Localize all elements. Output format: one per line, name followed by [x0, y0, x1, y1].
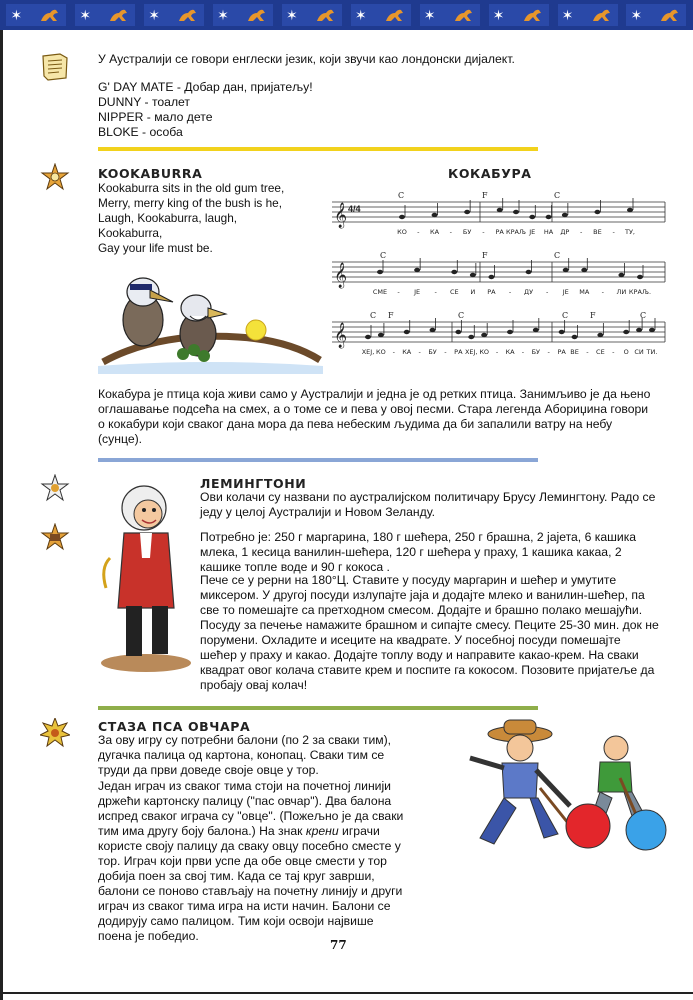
cake-badge-icon — [40, 523, 70, 553]
chord-label: C — [398, 191, 405, 200]
kangaroo-icon — [314, 7, 338, 23]
lyric-syllable: БУ — [531, 348, 541, 356]
phrase-2: DUNNY - тоалет — [98, 95, 191, 109]
boy-cowboy — [470, 720, 580, 844]
section-rule-blue — [98, 458, 538, 462]
lyric-syllable: ДУ — [524, 288, 534, 296]
kookaburra-heading-sr: КОКАБУРА — [448, 166, 532, 181]
kangaroo-icon — [245, 7, 269, 23]
note-head — [404, 330, 410, 334]
kangaroo-icon — [590, 7, 614, 23]
star-icon: ✶ — [148, 7, 160, 23]
star-icon: ✶ — [217, 7, 229, 23]
lyric-syllable: - — [397, 288, 400, 296]
lamingtons-ingredients: Потребно је: 250 г маргарина, 180 г шећера, 250 г брашна, 2 јајета, 6 кашика млека, 1 кесица ванилин-шећера, 120 г шећера у праху, 1 кашика какаа, 2 кашике топле воде и 90 г кокоса . — [200, 530, 637, 574]
game-p2-text: Један играч из сваког тима стоји на почетној линији држећи картонску палицу ("пас овчар"). Два балона испред сваког играча су "овце". (Пожељно је да сваки тим има другу боју балона.) На знак — [98, 779, 404, 838]
lyric-syllable: КРАЉ — [505, 228, 527, 236]
lamingtons-heading: ЛЕМИНГТОНИ — [200, 476, 307, 491]
star-icon: ✶ — [561, 7, 574, 23]
chord-label: F — [388, 311, 394, 320]
border-tile — [420, 4, 480, 26]
lyric-syllable: РА — [454, 348, 463, 356]
red-balloon — [566, 804, 610, 848]
treble-clef: 𝄞 — [334, 202, 348, 227]
lyric-syllable: - — [482, 228, 485, 236]
lyric-syllable: - — [495, 348, 499, 356]
note-head — [455, 330, 461, 334]
note-head — [468, 335, 474, 339]
game-p2b-text: играчи користе своју палицу да сваку овцу посебно сместе у тор. Играч који први успе да обе овце смести у тор добија поен за свој тим. Када се тај круг заврши, балони се поново стављају на почетну линију и други играч из сваког тима игра на исти начин. Балони се додирују само палицом. Тим који освоји највише поена је победио. — [98, 824, 403, 943]
lyric-syllable: КО — [397, 228, 407, 236]
note-head — [507, 330, 513, 334]
chord-label: C — [380, 251, 387, 260]
section-rule-green — [98, 706, 538, 710]
lyric-syllable: - — [612, 348, 615, 356]
intro-line: У Аустралији се говори енглески језик, који звучи као лондонски дијалект. — [98, 52, 515, 66]
lyric-syllable: ХЕЈ, — [361, 348, 375, 356]
sheet-music — [330, 188, 670, 368]
lyric-syllable: - — [449, 228, 453, 236]
border-tile — [282, 4, 342, 26]
phrase-1: G' DAY MATE - Добар дан, пријатељу! — [98, 80, 313, 94]
chord-label: C — [562, 311, 569, 320]
page-number: 77 — [330, 938, 347, 952]
bird-left — [123, 278, 173, 346]
border-tile — [626, 4, 686, 26]
lyric-syllable: КО — [376, 348, 386, 356]
note-head — [562, 213, 568, 217]
chord-label: C — [370, 311, 377, 320]
flower-badge-icon — [40, 474, 70, 504]
note-head — [559, 330, 565, 334]
lyric-syllable: КА — [505, 348, 515, 356]
lyric-syllable: ХЕЈ, — [464, 348, 478, 356]
lyric-syllable: НА — [543, 228, 554, 236]
chord-label: C — [554, 251, 561, 260]
lyric-line: Kookaburra, — [98, 226, 163, 240]
star-icon: ✶ — [492, 7, 505, 23]
sun — [246, 320, 266, 340]
note-head — [414, 268, 420, 272]
svg-text:𝄞: 𝄞 — [334, 322, 348, 347]
chord-label: F — [590, 311, 596, 320]
note-head — [594, 210, 600, 214]
lyric-syllable: - — [579, 228, 583, 236]
lyric-syllable: - — [392, 348, 395, 356]
lyric-syllable: ЈЕ — [414, 288, 421, 296]
star-icon: ✶ — [10, 7, 23, 23]
note-head — [637, 275, 643, 279]
note-head — [378, 333, 384, 337]
lyric-syllable: - — [545, 288, 549, 296]
lyric-syllable: - — [612, 228, 615, 236]
border-tile — [213, 4, 273, 26]
note-head — [430, 328, 436, 332]
chord-label: C — [554, 191, 561, 200]
scroll-icon — [40, 52, 70, 82]
border-tile — [144, 4, 204, 26]
lyric-syllable: - — [586, 348, 589, 356]
chord-label: F — [482, 251, 488, 260]
lyric-syllable: ВЕ — [593, 228, 602, 236]
lyric-line: Gay your life must be. — [98, 241, 213, 255]
lyric-syllable: БУ — [462, 228, 472, 236]
kangaroo-icon — [107, 7, 131, 23]
top-border-band — [0, 0, 693, 30]
star-icon: ✶ — [79, 7, 92, 23]
kangaroo-icon — [176, 7, 200, 23]
kangaroo-icon — [452, 7, 476, 23]
lyric-syllable: И — [470, 288, 476, 296]
note-head — [481, 333, 487, 337]
lyric-syllable: О — [623, 348, 629, 356]
kookaburra-heading: KOOKABURRA — [98, 166, 203, 181]
lyric-syllable: - — [418, 348, 421, 356]
time-signature: 4/4 — [348, 204, 361, 214]
bird-right — [180, 295, 226, 356]
note-head — [572, 335, 578, 339]
note-head — [623, 330, 629, 334]
note-head — [399, 215, 405, 219]
note-head — [488, 275, 494, 279]
lyric-syllable: ДР — [560, 228, 570, 236]
lyric-syllable: - — [547, 348, 550, 356]
sky-ground — [98, 362, 323, 374]
note-head — [451, 270, 457, 274]
lyric-syllable: СЕ — [596, 348, 605, 356]
note-head — [432, 213, 438, 217]
lyric-syllable: РА — [487, 288, 496, 296]
lyric-syllable: МА — [579, 288, 590, 296]
lyric-syllable: - — [601, 288, 605, 296]
chord-label: C — [458, 311, 465, 320]
note-head — [581, 268, 587, 272]
note-head — [377, 270, 383, 274]
lyric-syllable: - — [434, 288, 437, 296]
chord-label: C — [640, 311, 647, 320]
lyric-syllable: СЕ — [449, 288, 459, 296]
lamingtons-method: Пече се у рерни на 180°Ц. Ставите у посуду маргарин и шећер и умутите миксером. У другој посуди излупајте јаја и додајте млеко и ванилин-шећер, па све то помешајте са претходном смесом. Додајте и брашно полако мешајући. Посуду за печење намажите брашном и сипајте смесу. Пеците 25-30 мин. док не порумени. Охладите и исеците на квадрате. У посебној посуди помешајте шећер у праху и какао. Додајте топлу воду и направите какао-крем. На сваки квадрат овог колача ставите крем и поспите га кокосом. Позовите пријатеље да пробају овај колач! — [200, 573, 659, 692]
border-tile — [6, 4, 66, 26]
lyric-syllable: КРАЉ. — [628, 288, 652, 296]
note-head — [464, 210, 470, 214]
note-head — [636, 328, 642, 332]
burst-badge-icon — [40, 718, 70, 748]
lyric-syllable: - — [508, 288, 512, 296]
star-icon: ✶ — [423, 7, 436, 23]
staff-3 — [332, 311, 665, 356]
lyric-syllable: ЈЕ — [529, 228, 536, 236]
kangaroo-icon — [38, 7, 62, 23]
lyric-syllable: КА — [402, 348, 412, 356]
note-head — [470, 273, 476, 277]
staff-1 — [332, 191, 665, 236]
note-head — [533, 328, 539, 332]
phrase-4: BLOKE - особа — [98, 125, 183, 139]
blue-balloon — [626, 810, 666, 850]
phrase-3: NIPPER - мало дете — [98, 110, 213, 124]
kangaroo-icon — [658, 7, 682, 23]
kookaburra-description: Кокабура је птица која живи само у Аустралији и једна је од ретких птица. Занимљиво је да њено оглашавање подсећа на смех, а о томе се и пева у овој песми. Стара легенда Абориџина говори о кокабури који сваког дана мора да пева небеским људима да би запалили ватру на небу (сунце). — [98, 387, 651, 446]
star-icon: ✶ — [354, 7, 367, 23]
lyric-syllable: ВЕ — [570, 348, 579, 356]
lyric-syllable: - — [444, 348, 447, 356]
border-tile — [351, 4, 411, 26]
staff-2 — [332, 251, 665, 296]
kookaburra-lyrics — [98, 181, 328, 256]
note-head — [597, 333, 603, 337]
lyric-syllable: ТУ, — [625, 228, 635, 236]
left-page-edge — [0, 30, 3, 1000]
bottom-page-edge — [0, 992, 693, 994]
lyric-syllable: - — [521, 348, 525, 356]
lyric-line: Laugh, Kookaburra, laugh, — [98, 211, 238, 225]
lyric-syllable: СМЕ — [372, 288, 388, 296]
game-heading: СТАЗА ПСА ОВЧАРА — [98, 719, 251, 734]
chord-label: F — [482, 191, 488, 200]
lyric-line: Merry, merry king of the bush is he, — [98, 196, 283, 210]
note-head — [627, 208, 633, 212]
note-head — [618, 273, 624, 277]
lyric-syllable: РА — [557, 348, 566, 356]
lyric-syllable: СИ — [634, 348, 644, 356]
lyric-syllable: - — [417, 228, 420, 236]
note-head — [546, 215, 552, 219]
intro-text — [98, 52, 658, 140]
captain-illustration — [96, 478, 196, 673]
game-p2-start — [98, 779, 410, 944]
game-paragraph-1: За ову игру су потребни балони (по 2 за сваки тим), дугачка палица од картона, конопац. Сваки тим се труди да први доведе своје овце у тор. — [98, 733, 392, 777]
svg-text:𝄞: 𝄞 — [334, 262, 348, 287]
kids-balloons-illustration — [420, 718, 678, 868]
star-badge-icon — [40, 163, 70, 193]
lyric-syllable: ЈЕ — [562, 288, 569, 296]
note-head — [365, 335, 371, 339]
rock — [101, 654, 191, 672]
star-icon: ✶ — [286, 7, 298, 23]
krenu-word: крени — [305, 824, 339, 838]
kangaroo-icon — [521, 7, 545, 23]
border-tile — [558, 4, 618, 26]
lyric-syllable: ТИ. — [646, 348, 658, 356]
note-head — [497, 208, 503, 212]
lyric-syllable: КО — [479, 348, 490, 356]
note-head — [526, 270, 532, 274]
lyric-syllable: ЛИ — [616, 288, 627, 296]
lyric-syllable: БУ — [428, 348, 437, 356]
lyric-syllable: КА — [430, 228, 440, 236]
border-tile — [75, 4, 135, 26]
note-head — [649, 328, 655, 332]
note-head — [563, 268, 569, 272]
lyric-line: Kookaburra sits in the old gum tree, — [98, 181, 285, 195]
note-head — [529, 215, 535, 219]
star-icon: ✶ — [630, 7, 643, 23]
border-tile — [489, 4, 549, 26]
lamingtons-intro: Ови колачи су названи по аустралијском политичару Брусу Лемингтону. Радо се једу у целој Аустралији и Новом Зеланду. — [200, 490, 656, 519]
captain-body — [104, 486, 174, 656]
lyric-syllable: РА — [495, 228, 504, 236]
kookaburra-illustration — [98, 262, 323, 374]
section-rule-yellow — [98, 147, 538, 151]
note-head — [513, 210, 519, 214]
kangaroo-icon — [383, 7, 407, 23]
